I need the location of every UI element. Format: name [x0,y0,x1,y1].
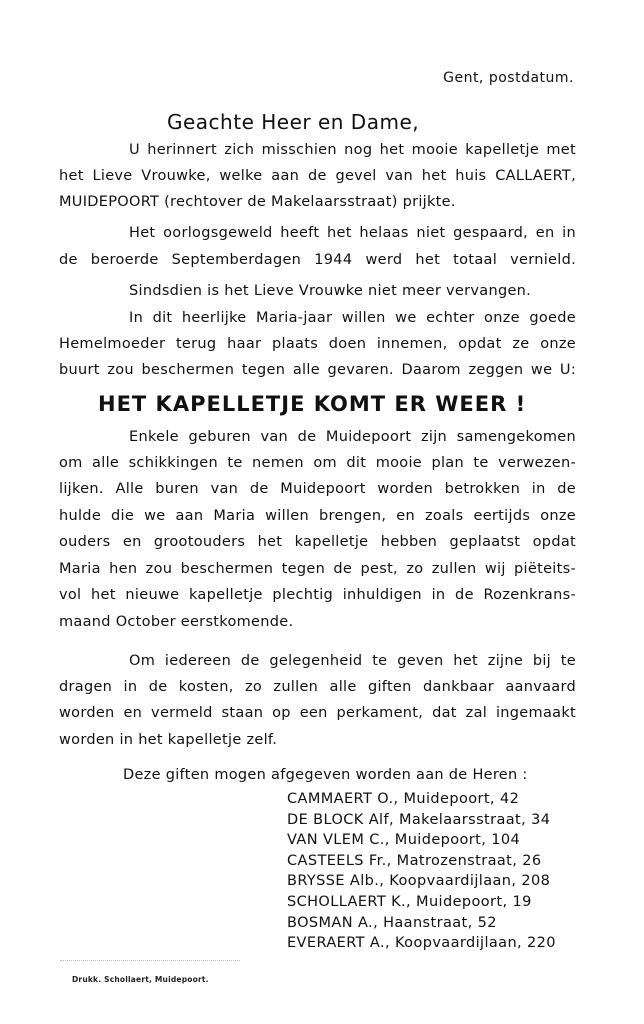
text-line: U herinnert zich misschien nog het mooie kapelletje met [129,142,576,158]
text-line: Maria hen zou beschermen tegen de pest, zo zullen wij piëteits- [59,561,576,577]
salutation: Geachte Heer en Dame, [167,110,420,134]
text-line: Hemelmoeder terug haar plaats doen innemen, opdat ze onze [59,336,576,352]
text-line: dragen in de kosten, zo zullen alle giften dankbaar aanvaard [59,679,576,695]
text-line: In dit heerlijke Maria-jaar willen we echter onze goede [129,310,576,326]
text-line: lijken. Alle buren van de Muidepoort worden betrokken in de [59,481,576,497]
donor-entry: BRYSSE Alb., Koopvaardijlaan, 208 [287,873,551,890]
text-line: het Lieve Vrouwke, welke aan de gevel van het huis CALLAERT, [59,168,576,184]
headline: HET KAPELLETJE KOMT ER WEER ! [98,392,527,416]
text-line: MUIDEPOORT (rechtover de Makelaarsstraat) prijkte. [59,194,456,210]
text-line: de beroerde Septemberdagen 1944 werd het totaal vernield. [59,252,576,268]
donor-list [287,789,556,954]
printer-imprint: Drukk. Schollaert, Muidepoort. [72,975,209,984]
donor-entry: BOSMAN A., Haanstraat, 52 [287,914,497,931]
text-line: Het oorlogsgeweld heeft het helaas niet gespaard, en in [129,225,576,241]
text-line: om alle schikkingen te nemen om dit mooie plan te verwezen- [59,455,576,471]
text-line: Om iedereen de gelegenheid te geven het zijne bij te [129,653,576,669]
text-line: vol het nieuwe kapelletje plechtig inhuldigen in de Rozenkrans- [59,587,576,603]
place-date: Gent, postdatum. [443,70,574,86]
donor-entry: CAMMAERT O., Muidepoort, 42 [287,791,520,807]
text-line: maand October eerstkomende. [59,614,294,630]
donor-entry: SCHOLLAERT K., Muidepoort, 19 [287,893,532,910]
text-line: worden in het kapelletje zelf. [59,732,278,748]
donor-entry: DE BLOCK Alf, Makelaarsstraat, 34 [287,811,551,828]
text-line: ouders en grootouders het kapelletje hebben geplaatst opdat [59,534,576,550]
donor-entry: EVERAERT A., Koopvaardijlaan, 220 [287,935,556,952]
printer-divider [60,960,240,961]
donor-entry: VAN VLEM C., Muidepoort, 104 [287,832,521,849]
donors-intro: Deze giften mogen afgegeven worden aan de Heren : [123,767,528,783]
text-line: buurt zou beschermen tegen alle gevaren. Daarom zeggen we U: [59,362,576,378]
text-line: Sindsdien is het Lieve Vrouwke niet meer vervangen. [129,283,532,299]
text-line: worden en vermeld staan op een perkament, dat zal ingemaakt [59,705,576,721]
text-line: hulde die we aan Maria willen brengen, en zoals eertijds onze [59,508,576,524]
donor-entry: CASTEELS Fr., Matrozenstraat, 26 [287,852,542,869]
text-line: Enkele geburen van de Muidepoort zijn samengekomen [129,429,576,445]
